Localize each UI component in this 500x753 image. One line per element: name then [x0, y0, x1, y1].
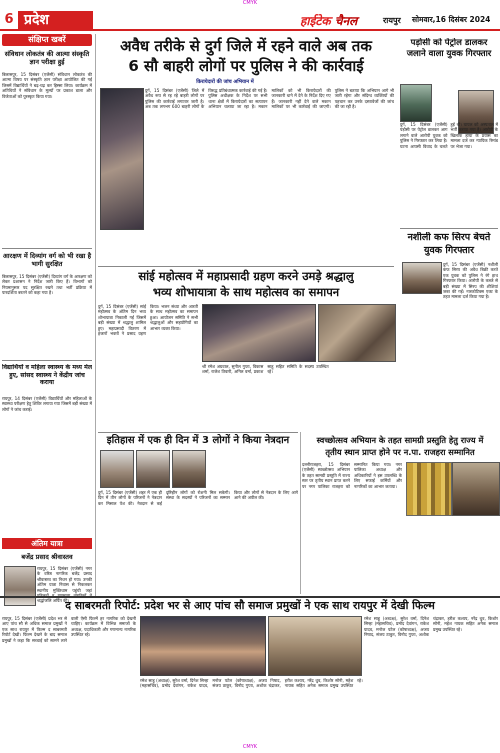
obituary-header: अंतिम यात्रा	[2, 538, 92, 549]
sai-headline-line1: सांई महोत्सव में महाप्रसादी ग्रहण करने उमड़े श्रद्धालु	[138, 269, 354, 283]
column-rule	[95, 34, 96, 596]
film-headline: द साबरमती रिपोर्ट: प्रदेश भर से आए पांच सौ समाज प्रमुखों ने एक साथ रायपुर में देखी फिल्म	[65, 599, 435, 612]
page-number-box: 6	[0, 11, 19, 29]
history-photo-1	[100, 450, 134, 488]
lead-headline-line1: अवैध तरीके से दुर्ग जिले में रहने वाले अब तक	[120, 37, 372, 55]
history-text: दुर्ग, 15 दिसंबर (एजेंसी) शहर में एक ही दिन में तीन लोगों के परिजनों ने नेत्रदान कर मिसाल पेश की। नेत्रदान से कई दृष्टिहीन लोगों को रोशनी मिल सकेगी। संस्था के सदस्यों ने परिजनों का सम्मान किया और लोगों से नेत्रदान के लिए आगे आने की अपील की।	[98, 490, 298, 506]
right-story2-headline: नशीली कफ सिरप बेचते युवक गिरफ्तार	[407, 232, 491, 256]
film-photo-audience	[140, 616, 266, 676]
obituary-text: रायपुर, 15 दिसंबर (एजेंसी) नगर के वरिष्ठ नागरिक बजेंद्र प्रसाद श्रीवास्तव का निधन हो गया। उनकी अंतिम यात्रा निवास से निकलकर स्थानीय मुक्तिधाम पहुंची जहां श्रद्धांजलि अर्पित की।	[37, 566, 92, 604]
cmyk-bottom: CMYK	[242, 744, 258, 750]
sidebar-item3-title: विद्यार्थियों व महिला स्वास्थ्य के मध्य मेल हुए, सांसद स्वास्थ्य ने केंद्रीय जांच कराया	[2, 364, 92, 386]
swach-headline-line2: तृतीय स्थान प्राप्त होने पर न.पा. राजहरा सम्मानित	[325, 447, 475, 457]
sidebar-divider	[2, 248, 92, 249]
sai-text: दुर्ग, 15 दिसंबर (एजेंसी) सांई महोत्सव के अंतिम दिन भव्य शोभायात्रा निकाली गई जिसमें बड़ी संख्या में श्रद्धालु शामिल हुए। महाप्रसादी वितरण में हजारों भक्तों ने प्रसाद ग्रहण किया। भजन संध्या और आरती के साथ महोत्सव का समापन हुआ। आयोजन समिति ने सभी श्रद्धालुओं और सहयोगियों का आभार व्यक्त किया।	[98, 304, 198, 337]
divider	[98, 432, 298, 433]
swach-text: दल्लीराजहरा, 15 दिसंबर (एजेंसी) स्वच्छोत्सव अभियान के तहत सामग्री प्रस्तुति में राज्य स्तर पर तृतीय स्थान प्राप्त करने पर नगर पालिका राजहरा को सम्मानित किया गया। नगर पालिका अध्यक्ष और अधिकारियों ने इस उपलब्धि के लिए सफाई कर्मियों और नागरिकों का आभार जताया।	[302, 462, 402, 489]
masthead-date: सोमवार,16 दिसंबर 2024	[412, 15, 491, 24]
sai-photo-prasad	[318, 304, 396, 362]
swach-headline-line1: स्वच्छोत्सव अभियान के तहत सामग्री प्रस्तुति हेतु राज्य में	[316, 435, 484, 445]
divider	[400, 228, 498, 229]
history-photo-3	[172, 450, 206, 488]
swach-photo-1	[406, 462, 452, 516]
right-story1-text: दुर्ग, 15 दिसंबर (एजेंसी) पड़ोसी पर पेट्रोल डालकर आग लगाने वाले आरोपी युवक को पुलिस ने गिरफ्तार कर लिया है। घटना आपसी विवाद के चलते हुई थी। घायल को अस्पताल में भर्ती कराया गया है। आरोपी के खिलाफ हत्या के प्रयास का मामला दर्ज कर न्यायिक रिमांड पर भेजा गया।	[400, 122, 498, 149]
brand-part1: हाईटेक	[300, 14, 331, 28]
sai-photo-procession	[202, 304, 316, 362]
section-title: प्रदेश	[18, 11, 93, 29]
history-photo-2	[136, 450, 170, 488]
sidebar-header: संक्षिप्त खबरें	[2, 34, 92, 46]
sidebar-item2-title: आरक्षण में दिव्यांग वर्ग को भी रखा है भागी सुरक्षित	[2, 252, 92, 268]
sidebar-item1-text: बिलासपुर, 15 दिसंबर (एजेंसी) संविधान लोकतंत्र की आत्मा विषय पर संस्कृति ज्ञान परीक्षा आयोजित की गई जिसमें विद्यार्थियों ने बढ़-चढ़ कर हिस्सा लिया। कार्यक्रम में अतिथियों ने संविधान के मूल्यों पर प्रकाश डाला और विजेताओं को पुरस्कृत किया गया।	[2, 72, 92, 99]
right-story1-headline: पड़ोसी को पेट्रोल डालकर जलाने वाला युवक गिरफ्तार	[406, 38, 492, 59]
masthead-bar	[0, 9, 500, 31]
lead-kicker: किरायेदारों की जांच अभियान में	[196, 79, 254, 85]
sai-names: श्री रमेश अग्रवाल, सुनील गुप्ता, विकास शर्मा, राजेश तिवारी, अनिल वर्मा, प्रकाश साहू सहित समिति के सदस्य उपस्थित रहे।	[202, 364, 329, 375]
cmyk-top: CMYK	[242, 0, 258, 6]
lead-text: दुर्ग, 15 दिसंबर (एजेंसी) जिले में अवैध रूप से रह रहे बाहरी लोगों पर पुलिस की कार्रवाई लगातार जारी है। अब तक लगभग 600 बाहरी लोगों के विरुद्ध प्रतिबंधात्मक कार्रवाई की गई है। पुलिस अधीक्षक के निर्देश पर सभी थाना क्षेत्रों में किरायेदारों का सत्यापन अभियान चलाया जा रहा है। मकान मालिकों को भी किरायेदारों की जानकारी थाने में देने के निर्देश दिए गए हैं। जानकारी नहीं देने वाले मकान मालिकों पर भी कार्रवाई की जाएगी। पुलिस ने बताया कि अभियान आगे भी जारी रहेगा और संदिग्ध व्यक्तियों की पहचान कर उनके दस्तावेजों की जांच की जा रही है।	[145, 88, 394, 110]
sidebar-item2-text: बिलासपुर, 15 दिसंबर (एजेंसी) दिव्यांग वर्ग के आरक्षण को लेकर प्रशासन ने निर्देश जारी किए हैं। विभागों को नियमानुसार पद सुरक्षित रखने तथा भर्ती प्रक्रिया में पारदर्शिता बरतने को कहा गया है।	[2, 274, 92, 296]
sidebar-item3-text: रायपुर, 14 दिसंबर (एजेंसी) विद्यार्थियों और महिलाओं के स्वास्थ्य परीक्षण हेतु शिविर लगाया गया जिसमें बड़ी संख्या में लोगों ने जांच कराई।	[2, 396, 92, 412]
film-names-right: रमेश साहू (अध्यक्ष), सुरेश वर्मा, दिनेश सिन्हा (महासचिव), प्रमोद देवांगन, राकेश यादव, मनोज पटेल (कोषाध्यक्ष), अजय निषाद, संजय ठाकुर, विनोद गुप्ता, अशोक चंद्राकर, हरीश कश्यप, नरेंद्र धुव, किशोर सोनी, महेश नायक सहित अनेक समाज प्रमुख उपस्थित रहे।	[364, 616, 498, 638]
film-photo-leaders	[268, 616, 362, 676]
brand-logo	[300, 12, 380, 28]
masthead-city: रायपुर	[383, 16, 401, 25]
sai-headline-line2: भव्य शोभायात्रा के साथ महोत्सव का समापन	[152, 285, 340, 299]
brand-part2: चैनल	[334, 14, 358, 28]
swach-photo-2	[452, 462, 500, 516]
lead-headline-line2: 6 सौ बाहरी लोगों पर पुलिस ने की कार्रवाई	[128, 57, 364, 75]
sidebar-item1-title: संविधान लोकतंत्र की आत्मा संस्कृति ज्ञान परीक्षा हुई	[4, 50, 90, 66]
film-text: रायपुर, 15 दिसंबर (एजेंसी) प्रदेश भर से आए पांच सौ से अधिक समाज प्रमुखों ने एक साथ रायपुर में फिल्म द साबरमती रिपोर्ट देखी। फिल्म देखने के बाद समाज प्रमुखों ने कहा कि सच्चाई को सामने लाने वाली ऐसी फिल्में हर नागरिक को देखनी चाहिए। कार्यक्रम में विभिन्न समाजों के अध्यक्ष, पदाधिकारी और गणमान्य नागरिक उपस्थित रहे।	[2, 616, 136, 643]
right-story2-text: दुर्ग, 15 दिसंबर (एजेंसी) नशीली कफ सिरप की अवैध बिक्री करते एक युवक को पुलिस ने रंगे हाथ गिरफ्तार किया। आरोपी के कब्जे से बड़ी संख्या में सिरप की शीशियां जब्त की गईं। नारकोटिक्स एक्ट के तहत मामला दर्ज किया गया है।	[443, 262, 498, 300]
masthead-rule	[0, 29, 500, 31]
divider	[98, 266, 394, 267]
lead-photo	[100, 88, 144, 230]
right-story2-photo	[402, 262, 442, 294]
history-headline: इतिहास में एक ही दिन में 3 लोगों ने किया नेत्रदान	[106, 435, 290, 446]
right-story1-photo-1	[400, 84, 432, 122]
sidebar-divider	[2, 360, 92, 361]
film-names: रमेश साहू (अध्यक्ष), सुरेश वर्मा, दिनेश सिन्हा (महासचिव), प्रमोद देवांगन, राकेश यादव, मनोज पटेल (कोषाध्यक्ष), अजय निषाद, संजय ठाकुर, विनोद गुप्ता, अशोक चंद्राकर, हरीश कश्यप, नरेंद्र धुव, किशोर सोनी, महेश नायक सहित अनेक समाज प्रमुख उपस्थित रहे।	[140, 678, 363, 689]
obituary-name: बजेंद्र प्रसाद श्रीवास्तव	[21, 553, 73, 561]
column-rule	[300, 432, 301, 594]
